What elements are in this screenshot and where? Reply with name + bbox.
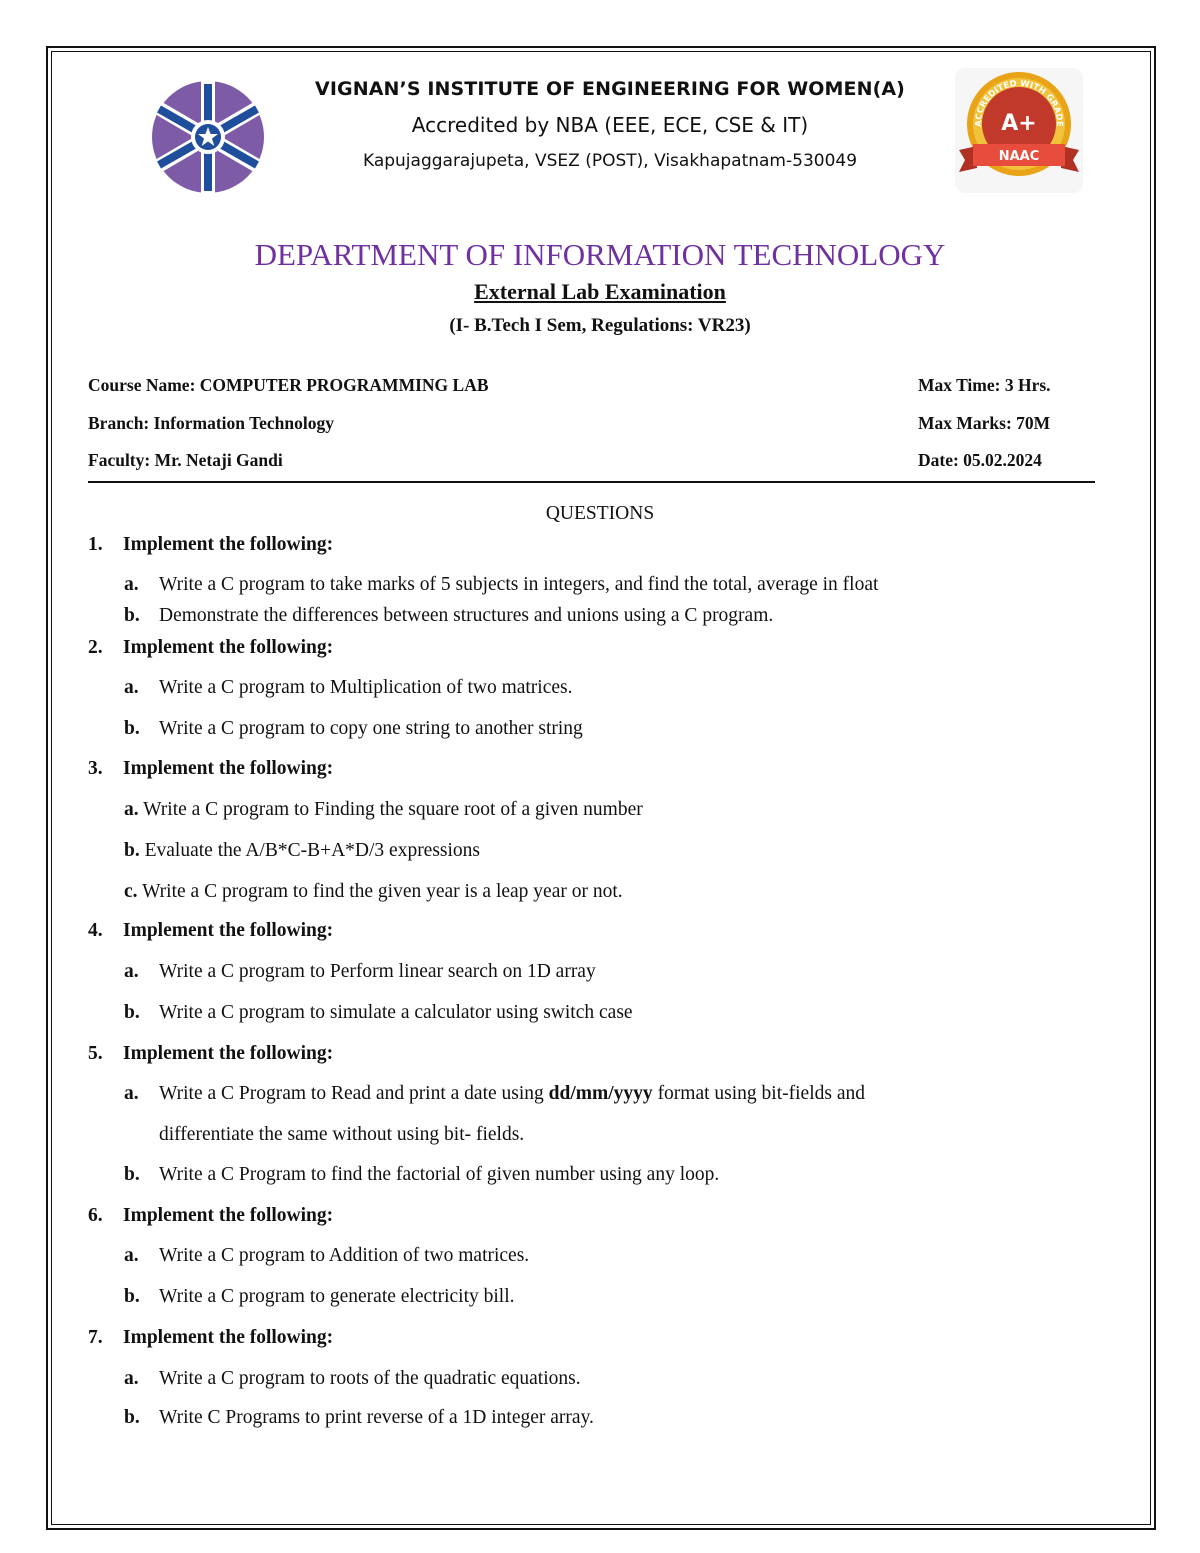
question-part: a. Write a C program to roots of the quadratic equations. bbox=[124, 1368, 581, 1389]
question-title: 7. Implement the following: bbox=[88, 1327, 334, 1348]
accreditation-line: Accredited by NBA (EEE, ECE, CSE & IT) bbox=[411, 113, 809, 137]
question-part-continuation: differentiate the same without using bit- fields. bbox=[159, 1124, 525, 1145]
branch: Branch: Information Technology bbox=[88, 413, 334, 433]
institute-name: VIGNAN’S INSTITUTE OF ENGINEERING FOR WOMEN(A) bbox=[315, 78, 905, 100]
question-part: b. Write a C Program to find the factorial of given number using any loop. bbox=[124, 1164, 720, 1185]
question-part: b. Write a C program to generate electricity bill. bbox=[124, 1286, 515, 1307]
naac-badge-icon bbox=[955, 68, 1083, 193]
institute-address: Kapujaggarajupeta, VSEZ (POST), Visakhapatnam-530049 bbox=[362, 151, 858, 171]
question-part: a. Write a C program to Multiplication of two matrices. bbox=[124, 677, 573, 698]
question-part: a. Write a C program to Perform linear search on 1D array bbox=[124, 961, 596, 982]
details-row bbox=[88, 370, 1088, 400]
questions-heading: QUESTIONS bbox=[545, 503, 655, 524]
svg-text:NAAC: NAAC bbox=[998, 149, 1040, 164]
question-part: a. Write a C program to Finding the square root of a given number bbox=[124, 799, 643, 820]
question-part: b. Evaluate the A/B*C-B+A*D/3 expressions bbox=[124, 840, 481, 861]
question-part: b. Demonstrate the differences between structures and unions using a C program. bbox=[124, 605, 774, 626]
details-row bbox=[88, 408, 1088, 438]
faculty: Faculty: Mr. Netaji Gandi bbox=[88, 450, 283, 470]
institute-header bbox=[270, 72, 950, 178]
question-title: 2. Implement the following: bbox=[88, 637, 334, 658]
question-title: 3. Implement the following: bbox=[88, 758, 334, 779]
question-title: 6. Implement the following: bbox=[88, 1205, 334, 1226]
question-part: c. Write a C program to find the given year is a leap year or not. bbox=[124, 881, 623, 902]
question-title: 5. Implement the following: bbox=[88, 1043, 334, 1064]
exam-title: External Lab Examination bbox=[474, 279, 726, 304]
question-part: b. Write C Programs to print reverse of a 1D integer array. bbox=[124, 1407, 594, 1428]
details-row bbox=[88, 445, 1088, 475]
svg-text:A+: A+ bbox=[1001, 111, 1037, 136]
header-divider bbox=[88, 481, 1095, 483]
max-marks: Max Marks: 70M bbox=[918, 413, 1051, 433]
course-name: Course Name: COMPUTER PROGRAMMING LAB bbox=[88, 375, 489, 395]
question-part: a. Write a C program to Addition of two matrices. bbox=[124, 1245, 530, 1266]
question-part: b. Write a C program to copy one string to another string bbox=[124, 718, 583, 739]
question-part: a. Write a C program to take marks of 5 subjects in integers, and find the total, average in float bbox=[124, 574, 879, 595]
institute-logo bbox=[148, 80, 268, 195]
question-title: 1. Implement the following: bbox=[88, 534, 334, 555]
max-time: Max Time: 3 Hrs. bbox=[918, 375, 1051, 395]
question-part: b. Write a C program to simulate a calculator using switch case bbox=[124, 1002, 633, 1023]
exam-date: Date: 05.02.2024 bbox=[918, 450, 1042, 470]
department-title: DEPARTMENT OF INFORMATION TECHNOLOGY bbox=[254, 237, 946, 272]
question-title: 4. Implement the following: bbox=[88, 920, 334, 941]
exam-subtitle: (I- B.Tech I Sem, Regulations: VR23) bbox=[449, 315, 751, 336]
svg-text:ACCREDITED WITH GRADE: ACCREDITED WITH GRADE bbox=[973, 78, 1065, 127]
question-part: a. Write a C Program to Read and print a date using dd/mm/yyyy format using bit-fields and bbox=[124, 1083, 865, 1104]
